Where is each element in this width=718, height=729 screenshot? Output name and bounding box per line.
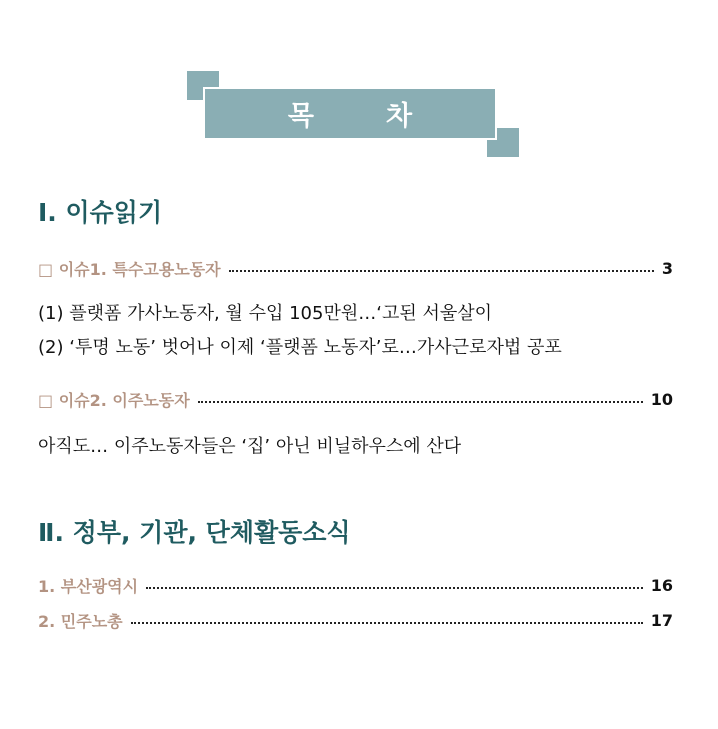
article-item: (1) 플랫폼 가사노동자, 월 수입 105만원…‘고된 서울살이 <box>38 303 492 324</box>
page-number: 16 <box>650 576 673 595</box>
page-number: 10 <box>650 390 673 409</box>
toc-label: □ 이슈2. 이주노동자 <box>38 391 190 410</box>
dot-leader <box>131 622 643 624</box>
page-number: 3 <box>661 259 673 278</box>
article-item: (2) ‘투명 노동’ 벗어나 이제 ‘플랫폼 노동자’로…가사근로자법 공포 <box>38 337 562 358</box>
toc-entry-kctu[interactable] <box>38 609 673 632</box>
article-item: 아직도… 이주노동자들은 ‘집’ 아닌 비닐하우스에 산다 <box>38 436 462 457</box>
dot-leader <box>229 270 654 272</box>
toc-label: 1. 부산광역시 <box>38 577 139 596</box>
title-banner <box>187 71 519 157</box>
toc-entry-issue1[interactable] <box>38 257 673 280</box>
toc-label: 2. 민주노총 <box>38 612 123 631</box>
toc-entry-issue2[interactable] <box>38 388 673 411</box>
section-heading-2: Ⅱ. 정부, 기관, 단체활동소식 <box>38 518 351 547</box>
section-heading-1: Ⅰ. 이슈읽기 <box>38 198 163 227</box>
page-title: 목차 <box>287 101 485 132</box>
toc-entry-busan[interactable] <box>38 574 673 597</box>
title-box <box>203 87 497 140</box>
page-number: 17 <box>650 611 673 630</box>
dot-leader <box>198 401 643 403</box>
toc-label: □ 이슈1. 특수고용노동자 <box>38 260 221 279</box>
dot-leader <box>146 587 643 589</box>
